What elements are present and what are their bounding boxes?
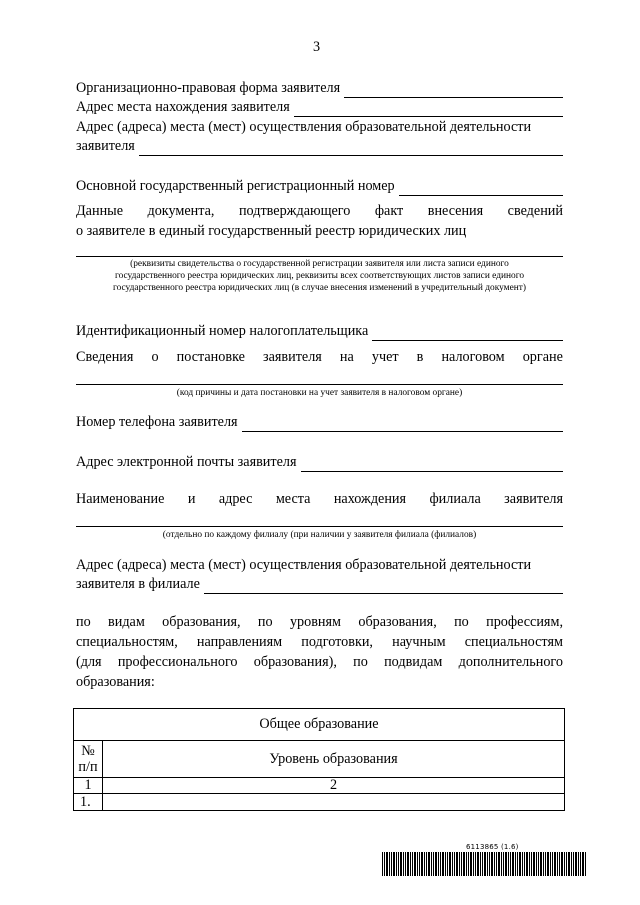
number-sign: № (81, 743, 95, 759)
paragraph-line4: образования: (76, 674, 155, 690)
branch-activity-label-2: заявителя в филиале (76, 576, 200, 592)
word: по (76, 614, 91, 630)
branch-activity-label: Адрес (адреса) места (мест) осуществления образовательной деятельности (76, 557, 532, 573)
word: адрес (218, 491, 253, 507)
org-form-label: Организационно-правовая форма заявителя (76, 80, 341, 96)
table-header-row (74, 741, 565, 778)
word: на (339, 349, 354, 365)
address-label: Адрес места нахождения заявителя (76, 99, 290, 115)
word: факт (374, 203, 404, 219)
word: Наименование (76, 491, 165, 507)
phone-label: Номер телефона заявителя (76, 414, 238, 430)
word: специальностям, (76, 634, 178, 650)
word: дополнительного (458, 654, 563, 670)
word: Данные (76, 203, 123, 219)
page-number: 3 (313, 39, 321, 55)
word: образования), (253, 654, 337, 670)
inn-line (372, 326, 563, 341)
branch-line (76, 490, 563, 509)
doc-data-line1 (76, 202, 563, 221)
word: внесения (427, 203, 484, 219)
cell: 2 (103, 778, 565, 794)
paragraph-line3 (76, 653, 563, 672)
word: по (353, 654, 368, 670)
ogrn-line (399, 181, 563, 196)
activity-address-label-2: заявителя (76, 138, 135, 154)
word: образования, (358, 614, 437, 630)
ogrn-field (76, 177, 563, 196)
barcode-icon (382, 852, 588, 876)
word: учет (371, 349, 399, 365)
word: и (187, 491, 196, 507)
word: органе (522, 349, 563, 365)
word: научным (392, 634, 446, 650)
word: документа, (147, 203, 215, 219)
branch-activity-field (76, 575, 563, 594)
activity-address-line (139, 141, 563, 156)
word: подготовки, (301, 634, 373, 650)
education-table (73, 708, 565, 811)
word: постановке (176, 349, 245, 365)
branch-note: (отдельно по каждому филиалу (при наличии у заявителя филиала (филиалов) (162, 530, 477, 540)
table-title-row (74, 709, 565, 741)
table-row (74, 794, 565, 811)
word: в (416, 349, 424, 365)
email-line (301, 457, 563, 472)
branch-blank-line (76, 526, 563, 527)
doc-note-1: (реквизиты свидетельства о государственной регистрации заявителя или листа записи единого (130, 259, 509, 269)
word: (для (76, 654, 102, 670)
word: специальностям (464, 634, 563, 650)
paragraph-line2 (76, 633, 563, 652)
cell: 1 (74, 778, 103, 794)
word: заявителя (504, 491, 563, 507)
branch-activity-line (204, 579, 563, 594)
activity-address-label: Адрес (адреса) места (мест) осуществления образовательной деятельности (76, 119, 532, 135)
org-form-field (76, 79, 563, 98)
word: подвидам (384, 654, 443, 670)
paragraph-line1 (76, 613, 563, 632)
inn-field (76, 322, 563, 341)
activity-address-field (76, 137, 563, 156)
email-label: Адрес электронной почты заявителя (76, 454, 297, 470)
word: образования, (162, 614, 241, 630)
doc-data-line2: о заявителе в единый государственный реестр юридических лиц (76, 223, 467, 239)
ogrn-label: Основной государственный регистрационный номер (76, 178, 395, 194)
barcode-number: 6113865 (1.6) (466, 843, 519, 851)
word: сведений (507, 203, 563, 219)
col-level-header: Уровень образования (103, 741, 565, 778)
word: профессионального (117, 654, 238, 670)
word: места (275, 491, 311, 507)
cell: 1. (74, 794, 103, 811)
doc-note-3: государственного реестра юридических лиц (в случае внесения изменений в учредительный документ) (112, 283, 527, 293)
tax-note: (код причины и дата постановки на учет заявителя в налоговом органе) (176, 388, 463, 398)
word: подтверждающего (238, 203, 351, 219)
org-form-line (344, 83, 563, 98)
tax-blank-line (76, 384, 563, 385)
col-number-header (74, 741, 103, 778)
word: направлениям (196, 634, 283, 650)
cell (103, 794, 565, 811)
word: заявителя (262, 349, 322, 365)
phone-field (76, 413, 563, 432)
doc-note-2: государственного реестра юридических лиц, реквизиты всех соответствующих листов записи единого (114, 271, 525, 281)
doc-data-line (76, 256, 563, 257)
word: по (454, 614, 469, 630)
word: уровням (289, 614, 342, 630)
word: профессиям, (486, 614, 563, 630)
phone-line (242, 417, 563, 432)
address-line (294, 102, 563, 117)
word: о (151, 349, 159, 365)
word: Сведения (76, 349, 134, 365)
word: видам (108, 614, 145, 630)
item-abbrev: п/п (78, 759, 98, 775)
inn-label: Идентификационный номер налогоплательщика (76, 323, 369, 339)
word: нахождения (333, 491, 407, 507)
table-row (74, 778, 565, 794)
table-title: Общее образование (74, 709, 565, 741)
word: филиала (429, 491, 481, 507)
word: налоговом (441, 349, 505, 365)
word: по (257, 614, 273, 630)
tax-line (76, 348, 563, 367)
address-field (76, 98, 563, 117)
email-field (76, 453, 563, 472)
